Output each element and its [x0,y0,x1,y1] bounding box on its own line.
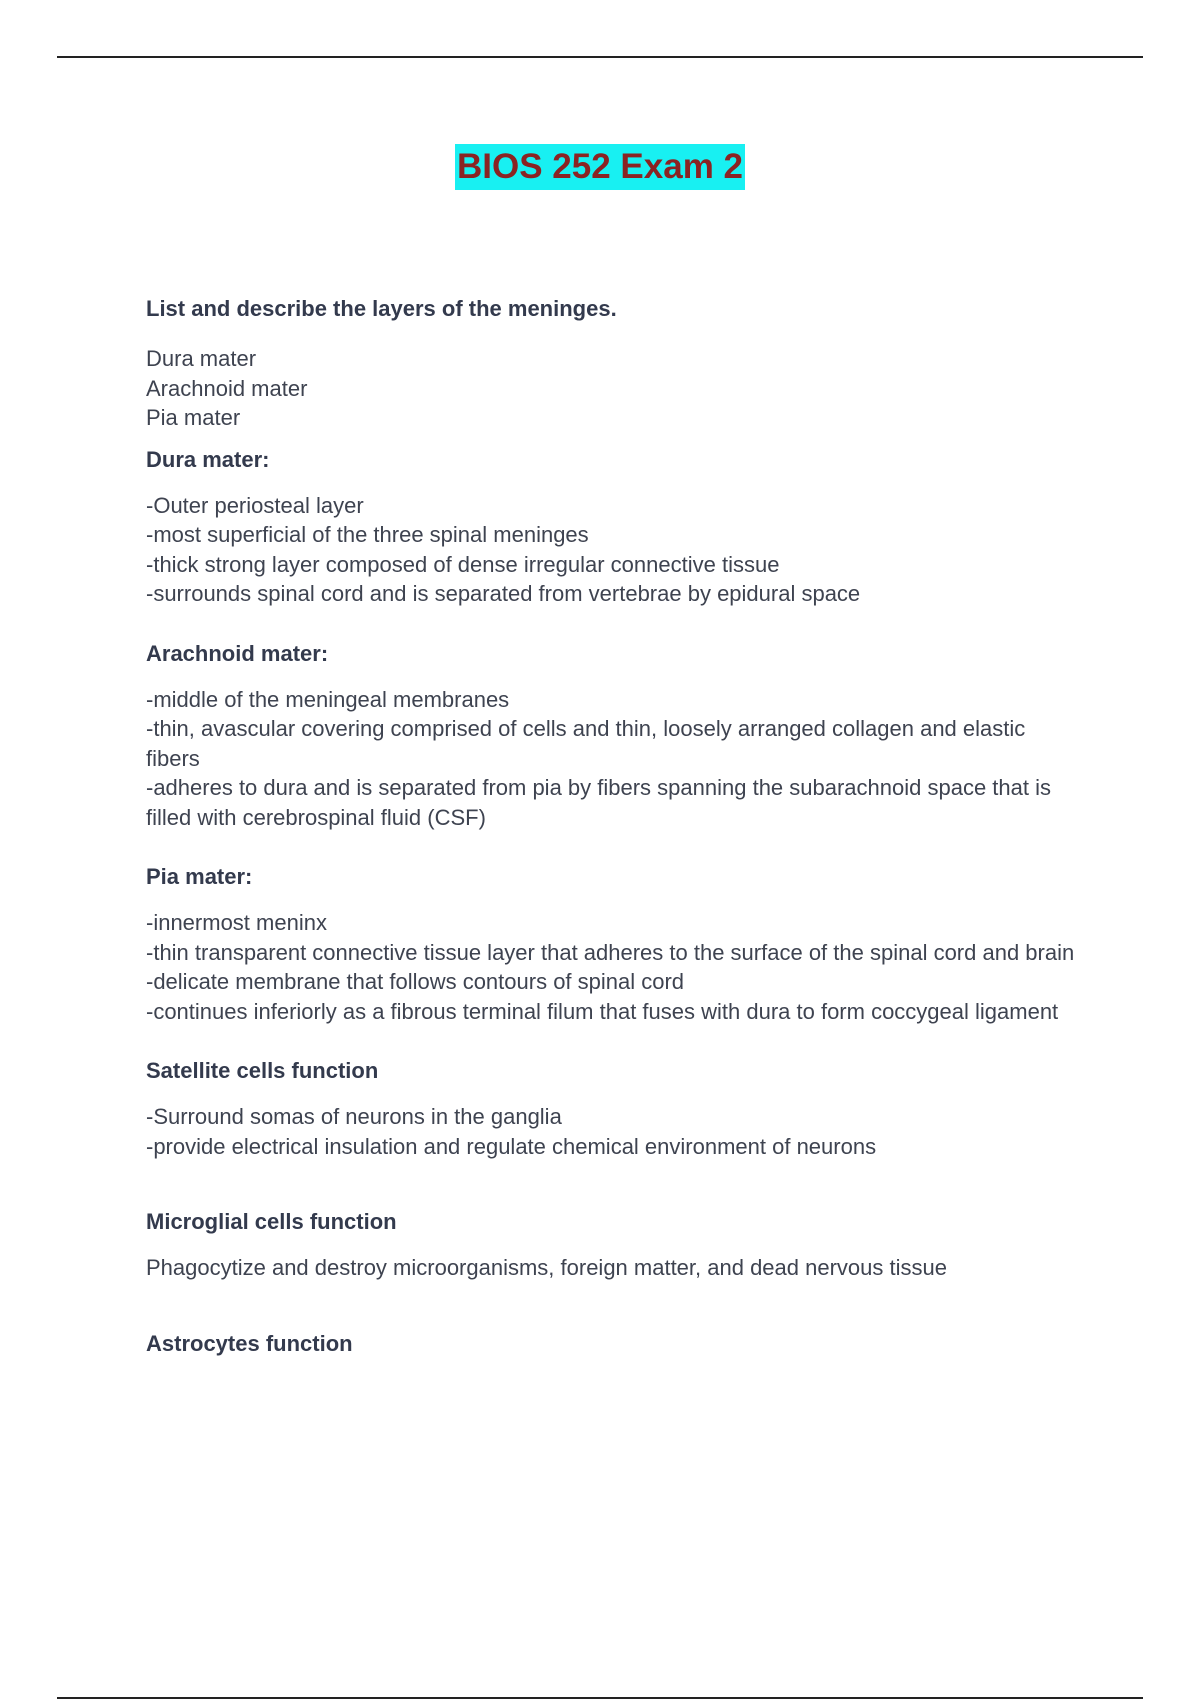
section-heading: Astrocytes function [146,1330,353,1356]
document-body [146,294,1076,1359]
body-line: Arachnoid mater [146,375,308,401]
body-line: -provide electrical insulation and regulate chemical environment of neurons [146,1133,877,1159]
section-body [146,1253,1076,1283]
body-line: -Outer periosteal layer [146,492,364,518]
body-line: -adheres to dura and is separated from pia by fibers spanning the subarachnoid space that is filled with cerebrospinal fluid (CSF) [146,775,1051,830]
section-body [146,344,1076,433]
section-body [146,491,1076,609]
section-body [146,685,1076,833]
body-line: -thin transparent connective tissue layer that adheres to the surface of the spinal cord and brain [146,939,1075,965]
body-line: Dura mater [146,346,257,371]
section-heading: Arachnoid mater: [146,640,329,666]
section-heading: Dura mater: [146,446,270,472]
body-line: -surrounds spinal cord and is separated from vertebrae by epidural space [146,581,861,606]
section-heading: Pia mater: [146,864,253,889]
body-line: -middle of the meningeal membranes [146,686,510,712]
document-title: BIOS 252 Exam 2 [455,144,745,190]
section-heading: List and describe the layers of the meninges. [146,296,617,321]
section-microglial-cells [146,1207,1076,1283]
body-line: -delicate membrane that follows contours of spinal cord [146,969,685,994]
section-meninges-layers [146,294,1076,433]
section-body [146,1102,1076,1161]
bottom-divider [57,1697,1143,1699]
section-arachnoid-mater [146,639,1076,833]
body-line: Phagocytize and destroy microorganisms, foreign matter, and dead nervous tissue [146,1255,947,1280]
section-heading: Microglial cells function [146,1209,397,1234]
body-line: -most superficial of the three spinal meninges [146,522,589,547]
title-container [0,144,1200,190]
body-line: -thin, avascular covering comprised of cells and thin, loosely arranged collagen and elastic fibers [146,716,1026,771]
top-divider [57,56,1143,58]
section-pia-mater [146,862,1076,1026]
section-astrocytes [146,1329,1076,1359]
section-dura-mater [146,445,1076,609]
body-line: Pia mater [146,405,241,430]
body-line: -innermost meninx [146,910,327,935]
section-body [146,908,1076,1026]
body-line: -thick strong layer composed of dense irregular connective tissue [146,551,780,577]
section-heading: Satellite cells function [146,1058,379,1083]
section-satellite-cells [146,1056,1076,1161]
body-line: -continues inferiorly as a fibrous terminal filum that fuses with dura to form coccygeal ligament [146,998,1059,1024]
body-line: -Surround somas of neurons in the ganglia [146,1104,562,1129]
